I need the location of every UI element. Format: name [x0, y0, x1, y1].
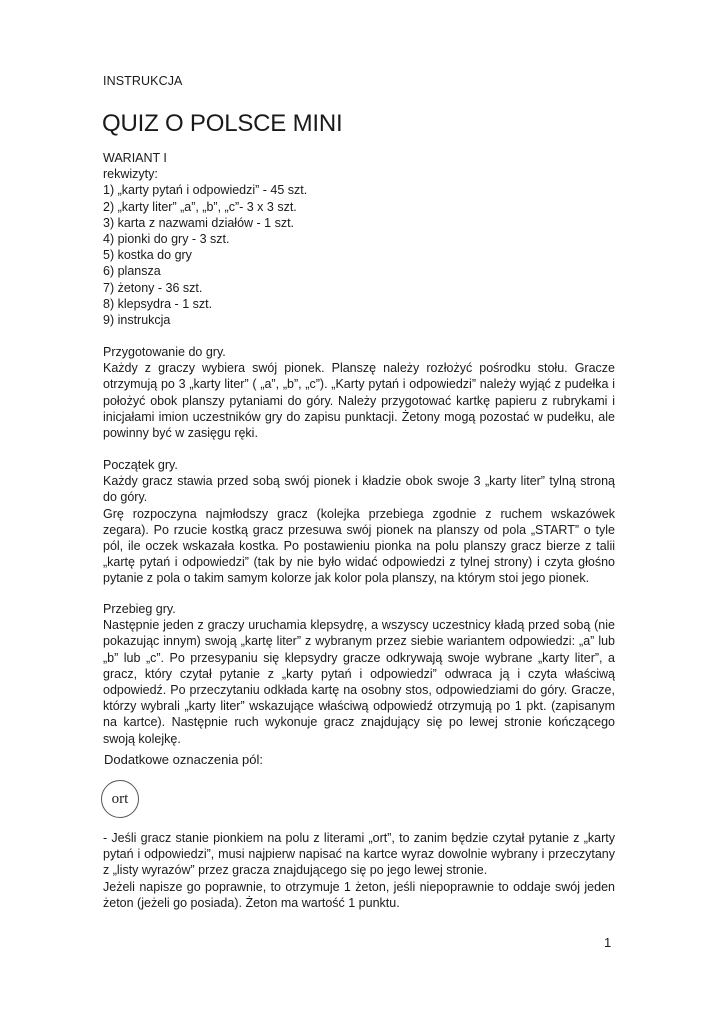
items-list [103, 182, 615, 328]
ort-rule-text-2: Jeżeli napisze go poprawnie, to otrzymuje 1 żeton, jeśli niepoprawnie to oddaje swój jeden żeton (jeżeli go posiada). Żeton ma wartość 1 punktu. [103, 879, 615, 910]
list-item: 2) „karty liter” „a”, „b”, „c”- 3 x 3 szt. [103, 199, 297, 214]
page-number: 1 [604, 935, 612, 950]
preparation-text: Każdy z graczy wybiera swój pionek. Planszę należy rozłożyć pośrodku stołu. Gracze otrzymują po 3 „karty liter” ( „a”, „b”, „c”). „Karty pytań i odpowiedzi” należy wyjąć z pudełka i położyć obok planszy pytaniami do góry. Należy przygotować kartkę papieru z rubrykami i inicjałami imion uczestników gry do zapisu punktacji. Żetony mogą pozostać w pudełku, ale powinny być w zasięgu ręki. [103, 361, 615, 441]
preparation-section [103, 344, 615, 441]
list-item: 7) żetony - 36 szt. [103, 280, 203, 295]
list-item: 1) „karty pytań i odpowiedzi” - 45 szt. [103, 183, 308, 198]
list-item: 8) klepsydra - 1 szt. [103, 296, 213, 311]
game-start-text-1: Każdy gracz stawia przed sobą swój pionek i kładzie obok swoje 3 „karty liter” tylną stroną do góry. [103, 474, 615, 505]
variant-section [103, 150, 615, 328]
additional-heading: Dodatkowe oznaczenia pól: [104, 752, 263, 767]
game-start-section [103, 457, 615, 587]
list-item: 4) pionki do gry - 3 szt. [103, 232, 230, 247]
items-heading: rekwizyty: [103, 167, 158, 182]
ort-badge-icon: ort [101, 780, 139, 818]
list-item: 5) kostka do gry [103, 248, 192, 263]
gameplay-section [103, 601, 615, 747]
ort-rule-text-1: - Jeśli gracz stanie pionkiem na polu z literami „ort”, to zanim będzie czytał pytanie z „karty pytań i odpowiedzi”, musi najpierw napisać na kartce wyraz dowolnie wybrany i przeczytany z „listy wyrazów” przez gracza znajdującego się po jego lewej stronie. [103, 831, 615, 878]
game-start-heading: Początek gry. [103, 458, 178, 472]
gameplay-heading: Przebieg gry. [103, 602, 176, 616]
list-item: 3) karta z nazwami działów - 1 szt. [103, 215, 295, 230]
game-start-text-2: Grę rozpoczyna najmłodszy gracz (kolejka przebiega zgodnie z ruchem wskazówek zegara). Po rzucie kostką gracz przesuwa swój pionek na planszy od pola „START” o tyle pól, ile oczek wskazała kostka. Po postawieniu pionka na polu planszy gracz bierze z talii „kartę pytań i odpowiedzi” (tak by nie było widać odpowiedzi z tylnej strony) i czyta głośno pytanie z pola o takim samym kolorze jak kolor pola planszy, na którym stoi jego pionek. [103, 506, 615, 586]
variant-heading: WARIANT I [103, 151, 167, 165]
header-label: INSTRUKCJA [103, 74, 183, 88]
document-title: QUIZ O POLSCE MINI [102, 110, 343, 137]
preparation-heading: Przygotowanie do gry. [103, 345, 226, 359]
list-item: 9) instrukcja [103, 313, 171, 328]
gameplay-text: Następnie jeden z graczy uruchamia klepsydrę, a wszyscy uczestnicy kładą przed sobą (nie pokazując innym) swoją „kartę liter” z wybranym przez siebie wariantem odpowiedzi: „a” lub „b” lub „c”. Po przesypaniu się klepsydry gracze odkrywają swoje wybrane „karty liter”, a gracz, który czytał pytanie z „karty pytań i odpowiedzi” odwraca ją i czyta właściwą odpowiedź. Po przeczytaniu odkłada kartę na osobny stos, odpowiedziami do góry. Gracze, którzy wybrali „karty liter” wskazujące właściwą odpowiedź otrzymują po 1 pkt. (zapisanym na kartce). Następnie ruch wykonuje gracz znajdujący się po lewej stronie kończącego swoją kolejkę. [103, 618, 615, 746]
ort-rule-section [103, 830, 615, 911]
list-item: 6) plansza [103, 264, 161, 279]
